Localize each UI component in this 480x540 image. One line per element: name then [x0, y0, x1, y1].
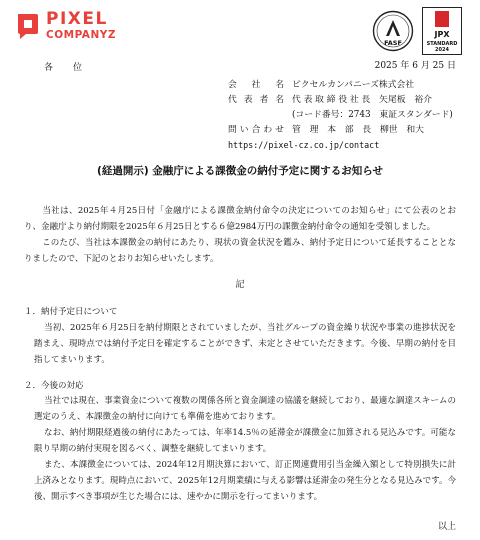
sender-block [228, 78, 456, 153]
ki-marker: 記 [235, 280, 245, 290]
document-title: (経過開示) 金融庁による課徴金の納付予定に関するお知らせ [97, 165, 383, 177]
section2-body [34, 393, 456, 505]
company-name: ピクセルカンパニーズ株式会社 [292, 80, 415, 90]
pixel-logo-icon [16, 12, 40, 40]
sender-rep-row [228, 93, 456, 108]
intro-text-1: 当社は、2025年４月25日付「金融庁による課徴金納付命令の決定についてのお知らせ」にて公表のとおり、金融庁より納付期限を2025年６月25日とする６億2984万円の課徴金納付命令の通知を受領しました。 [24, 206, 456, 232]
jpx-mark-icon [435, 11, 449, 27]
intro-section [24, 203, 456, 267]
intro-paragraph [24, 203, 456, 235]
jpx-sub2: 2024 [435, 47, 449, 53]
sender-url-row [228, 138, 456, 153]
contact-url-link[interactable]: https://pixel-cz.co.jp/contact [228, 140, 380, 150]
company-logo [16, 10, 156, 44]
fasf-label: FASF [384, 39, 402, 47]
company-label: 会社名 [228, 80, 284, 90]
section2-text-1: 当社では現在、事業資金について複数の関係各所と資金調達の協議を継続しており、最適な調達スキームの選定のうえ、本課徴金の納付に向けても準備を進めております。 [34, 396, 456, 422]
sender-company-row [228, 78, 456, 93]
addressee: 各位 [44, 63, 103, 73]
intro-text-2: このたび、当社は本課徴金の納付にあたり、現状の資金状況を鑑み、納付予定日について延長することとなりましたので、下記のとおりお知らせいたします。 [24, 238, 456, 264]
logo-line2: COMPANYZ [46, 29, 116, 41]
jpx-top [423, 8, 461, 30]
section2-text-2: なお、納付期限経過後の納付にあたっては、年率14.5％の延滞金が課徴金に加算される見込みです。可能な限り早期の納付実現を図るべく、調整を継続してまいります。 [34, 428, 456, 454]
sender-code-row [228, 108, 456, 123]
section1-body [34, 320, 456, 368]
rep-label: 代表者名 [228, 95, 284, 105]
jpx-sub1: STANDARD [426, 41, 458, 47]
jpx-label: JPX [434, 30, 450, 39]
section2-paragraph [34, 457, 456, 505]
section2-paragraph [34, 393, 456, 425]
logo-line1: PIXEL [46, 9, 108, 29]
section1-paragraph [34, 320, 456, 368]
document-date: 2025 年 6 月 25 日 [374, 61, 456, 71]
sender-contact-row [228, 123, 456, 138]
section1-heading: １．納付予定日について [24, 307, 118, 317]
contact-name: 管 理 本 部 長 柳世 和大 [292, 125, 424, 135]
jpx-standard-badge [422, 7, 462, 55]
intro-paragraph [24, 235, 456, 267]
section1-text-1: 当初、2025年６月25日を納付期限とされていましたが、当社グループの資金繰り状況や事業の進捗状況を踏まえ、現時点では納付予定日を確定することができず、未定とさせていただきます。今後、早期の納付を目指してまいります。 [34, 323, 456, 365]
fasf-seal [372, 10, 414, 52]
contact-label: 問い合わせ [228, 125, 284, 135]
section2-heading: ２．今後の対応 [24, 381, 84, 391]
stock-code: (コード番号：2743 東証スタンダード) [292, 110, 453, 120]
section2-text-3: また、本課徴金については、2024年12月期決算において、訂正関連費用引当金繰入額として特別損失に計上済みとなります。現時点において、2025年12月期業績に与える影響は延滞金の発生分となる見込みです。今後、開示すべき事項が生じた場合には、速やかに開示を行ってまいります。 [34, 460, 456, 502]
rep-name: 代 表 取 締 役 社 長 矢尾板 裕介 [292, 95, 432, 105]
section2-paragraph [34, 425, 456, 457]
closing-mark: 以上 [437, 522, 456, 532]
